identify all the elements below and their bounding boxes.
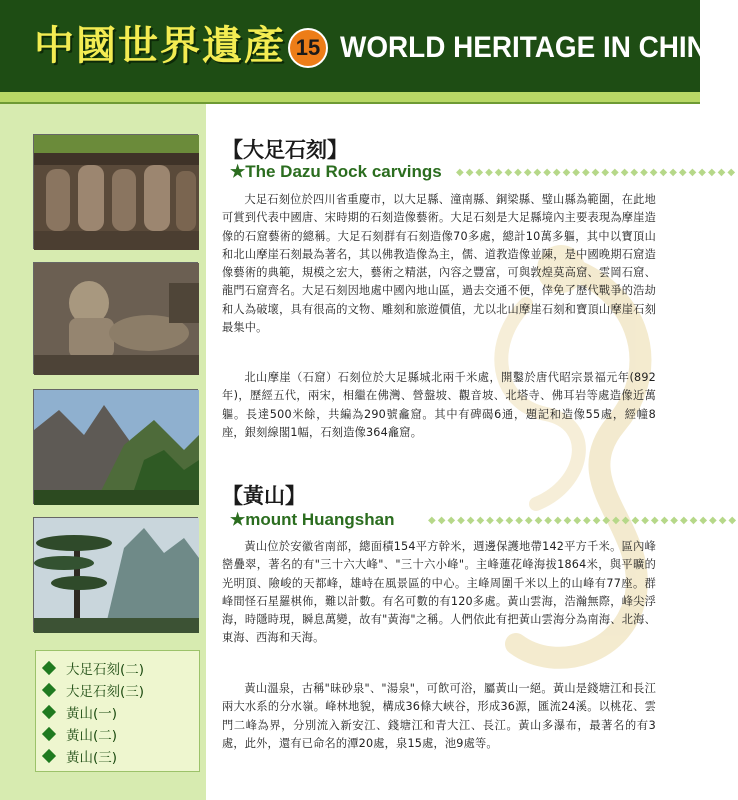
nav-item-label: 黃山(二) (66, 728, 118, 744)
huangshan-photo-2 (33, 517, 198, 632)
diamond-bullet-icon (42, 727, 56, 741)
sidebar (0, 104, 206, 800)
nav-item-label: 黃山(一) (66, 706, 118, 722)
section-subtitle-huangshan: ★mount Huangshan (230, 510, 395, 529)
diamond-bullet-icon (42, 683, 56, 697)
section-subtitle-dazu: ★The Dazu Rock carvings (230, 162, 442, 181)
paragraph-dazu-1: 大足石刻位於四川省重慶市，以大足縣、潼南縣、銅梁縣、璧山縣為範圍，在此地可賞到代表中國唐、宋時期的石刻造像藝術。大足石刻是大足縣境內主要表現為摩崖造像的石窟藝術的總稱。大足石刻群有石刻造像70多處，總計10萬多軀，其中以寶頂山和北山摩崖石刻最為著名，其以佛教造像為主，儒、道教造像並陳，是中國晚期石窟造像藝術的典範，規模之宏大，藝術之精湛，內容之豐富，可與敦煌莫高窟、雲岡石窟、龍門石窟齊名。大足石刻因地處中國內地山區，過去交通不便，倖免了歷代戰爭的浩劫和人為破壞，具有很高的文物、雕刻和旅遊價值，尤以北山摩崖石刻和寶頂山摩崖石刻最集中。 (222, 193, 656, 335)
dazu-carvings-photo-1 (33, 134, 198, 249)
dazu-carvings-photo-2 (33, 262, 198, 374)
diamond-bullet-icon (42, 661, 56, 675)
nav-item-huangshan-2[interactable] (44, 723, 117, 745)
related-links-nav (35, 650, 200, 772)
nav-item-huangshan-1[interactable] (44, 701, 117, 723)
page-header (0, 0, 727, 92)
nav-item-huangshan-3[interactable] (44, 745, 117, 767)
nav-item-dazu-3[interactable] (44, 679, 144, 701)
diamond-bullet-icon (42, 749, 56, 763)
dotted-divider: ◆◆◆◆◆◆◆◆◆◆◆◆◆◆◆◆◆◆◆◆◆◆◆◆◆◆◆◆◆ (456, 167, 738, 178)
section-title-dazu: 【大足石刻】 (222, 137, 348, 162)
paragraph-huangshan-1: 黃山位於安徽省南部，總面積154平方幹米，週邊保護地帶142平方千米。區內峰巒疊翠，著名的有"三十六大峰"、"三十六小峰"。主峰蓮花峰海拔1864米，與平曠的光明頂、險峻的天都峰，雄峙在風景區的中心。主峰周圍千米以上的山峰有77座。群峰間怪石星羅棋佈，難以計數。有名可數的有120多處。黃山雲海，浩瀚無際，峰尖浮海，時隱時現，瞬息萬變，故有"黃海"之稱。人們依此有把黃山雲海分為南海、北海、東海、西海和天海。 (222, 540, 656, 645)
issue-number-badge: 15 (288, 28, 328, 68)
header-stripe (0, 92, 700, 102)
section-title-huangshan: 【黃山】 (222, 483, 306, 508)
paragraph-dazu-2: 北山摩崖（石窟）石刻位於大足縣城北兩千米處，開鑿於唐代昭宗景福元年(892年)，歷經五代，兩宋，相繼在佛灣、營盤坡、觀音坡、北塔寺、佛耳岩等處造像近萬軀。長達500米餘，共編為290號龕窟。其中有碑碣6通，題記和造像55處，經幢8座，銀刻線閣1幅，石刻造像364龕窟。 (222, 371, 656, 439)
header-title-english: WORLD HERITAGE IN CHINA (340, 31, 727, 64)
header-title-chinese: 中國世界遺產 (34, 22, 286, 69)
nav-item-dazu-2[interactable] (44, 657, 144, 679)
main-content (206, 104, 738, 800)
nav-item-label: 大足石刻(二) (66, 662, 145, 678)
diamond-bullet-icon (42, 705, 56, 719)
nav-item-label: 黃山(三) (66, 750, 118, 766)
paragraph-huangshan-2: 黃山溫泉，古稱"昧砂泉"、"湯泉"，可飲可浴，屬黃山一絕。黃山是錢塘江和長江兩大水系的分水嶺。峰林地貌，構成36條大峽谷，形成36源，匯流24溪。以桃花、雲門二峰為界，分別流入新安江、錢塘江和青大江、長江。黃山多瀑布，最著名的有3處，此外，還有已命名的潭20處，泉15處，池9處等。 (222, 682, 656, 750)
nav-item-label: 大足石刻(三) (66, 684, 145, 700)
huangshan-photo-1 (33, 389, 198, 504)
dotted-divider: ◆◆◆◆◆◆◆◆◆◆◆◆◆◆◆◆◆◆◆◆◆◆◆◆◆◆◆◆◆◆◆◆ (428, 515, 738, 526)
